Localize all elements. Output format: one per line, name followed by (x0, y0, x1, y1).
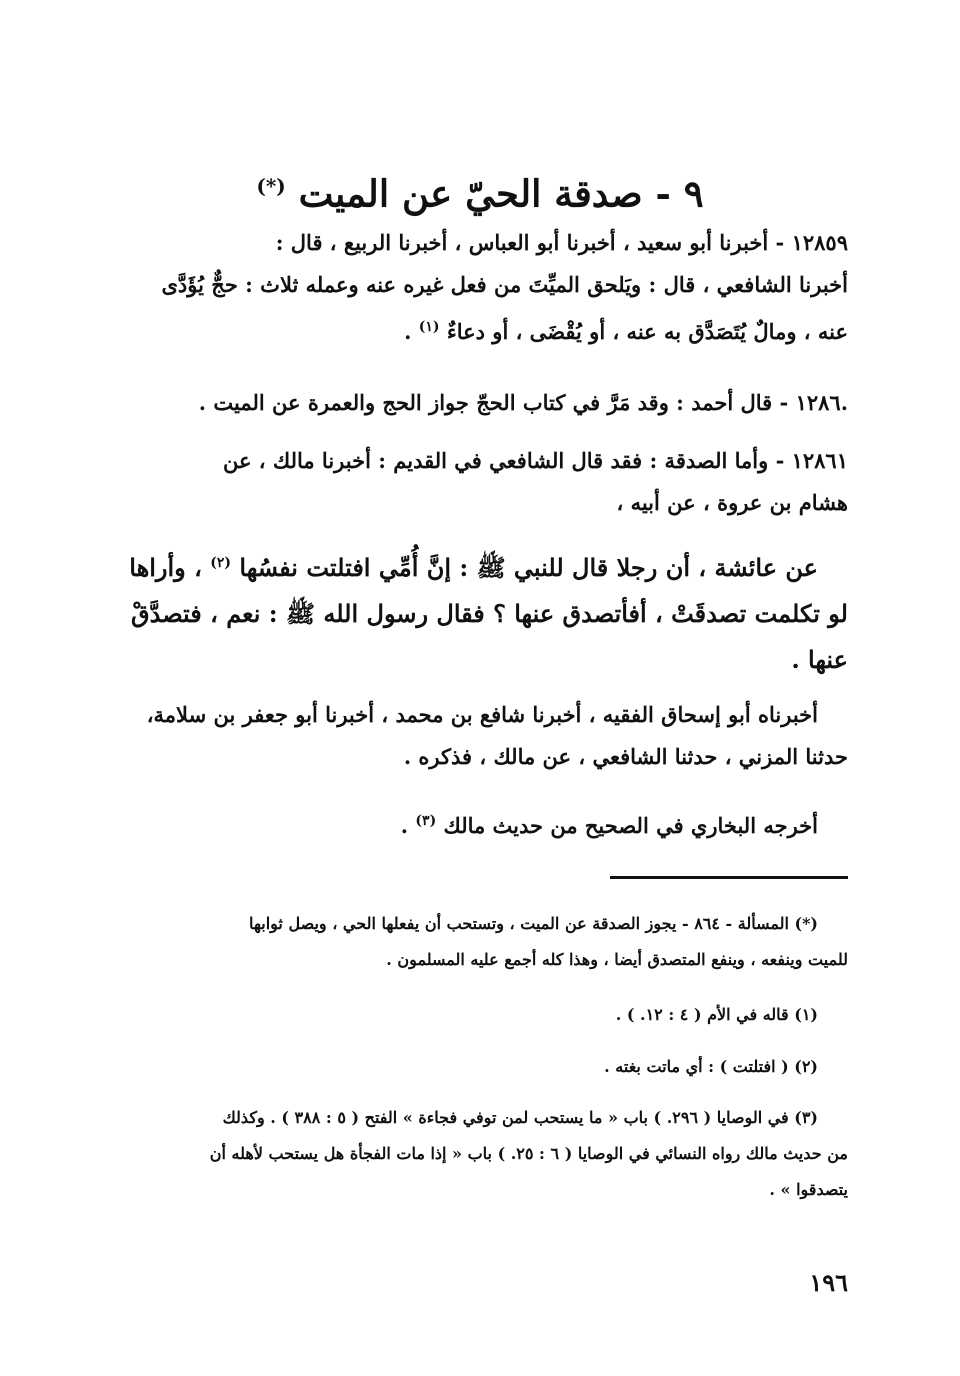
footnote-line: (*) المسألة - ٨٦٤ - يجوز الصدقة عن الميت ، وتستحب أن يفعلها الحي ، ويصل ثوابها (249, 914, 818, 933)
hadith-text-part: عن عائشة ، أن رجلا قال للنبي ﷺ : إنَّ أُمِّي افتلتت نفسُها (239, 553, 818, 582)
paragraph-line: لو تكلمت تصدقَتْ ، أفأتصدق عنها ؟ فقال رسول الله ﷺ : نعم ، فتصدَّقْ (131, 599, 848, 628)
hadith-text (108, 540, 848, 683)
paragraph-line: .١٢٨٦ - قال أحمد : وقد مَرَّ في كتاب الحجّ جواز الحج والعمرة عن الميت . (198, 390, 848, 415)
footnote-line: (٢) ( افتلتت ) : أي ماتت بغته . (604, 1057, 818, 1076)
footnote-ref-2: (٢) (210, 555, 232, 571)
paragraph-line: عنها . (791, 645, 848, 674)
paragraph-line: ١٢٨٦١ - وأما الصدقة : فقد قال الشافعي في القديم : أخبرنا مالك ، عن (222, 448, 848, 473)
chapter-title-text: ٩ - صدقة الحيّ عن الميت (298, 171, 704, 216)
takhrij-text: أخرجه البخاري في الصحيح من حديث مالك (443, 813, 818, 838)
paragraph-line (108, 540, 848, 591)
takhrij-line (108, 800, 848, 847)
footnote-2 (108, 1049, 848, 1085)
paragraph-line (108, 800, 848, 847)
paragraph-end: . (404, 319, 419, 344)
paragraph-line: أخبرنا الشافعي ، قال : ويَلحق الميِّتَ من فعل غيره عنه وعمله ثلاث : حجٌّ يُؤَدَّى (161, 272, 848, 297)
footnote-divider (610, 876, 848, 879)
footnote-line: (١) قاله في الأم ( ٤ : ١٢. ) . (615, 1005, 818, 1024)
footnote-1 (108, 997, 848, 1033)
footnote-ref-3: (٣) (415, 813, 437, 829)
hadith-text-part: ، وأراها (129, 553, 211, 582)
paragraph-12860 (108, 382, 848, 424)
chain-of-narration (108, 694, 848, 778)
paragraph-line: هشام بن عروة ، عن أبيه ، (616, 490, 848, 515)
footnote-line: يتصدقوا » . (769, 1180, 848, 1199)
footnote-ref-1: (١) (418, 319, 440, 335)
footnote-line: (٣) في الوصايا ( ٢٩٦. ) باب « ما يستحب لمن توفي فجاءة » الفتح ( ٥ : ٣٨٨ ) . وكذلك (222, 1108, 818, 1127)
paragraph-line: أخبرناه أبو إسحاق الفقيه ، أخبرنا شافع بن محمد ، أخبرنا أبو جعفر بن سلامة، (146, 702, 818, 727)
paragraph-12861 (108, 440, 848, 524)
paragraph-line: ١٢٨٥٩ - أخبرنا أبو سعيد ، أخبرنا أبو العباس ، أخبرنا الربيع ، قال : (275, 230, 848, 255)
footnote-star (108, 906, 848, 978)
paragraph-12859 (108, 222, 848, 353)
paragraph-text: عنه ، ومالٌ يُتَصَدَّق به عنه ، أو يُقْضَى ، أو دعاءٌ (446, 319, 848, 344)
page-number: ١٩٦ (809, 1268, 848, 1297)
footnote-line: من حديث مالك رواه النسائي في الوصايا ( ٦ : ٢٥. ) باب « إذا مات الفجأة هل يستحب لأهله أن (209, 1144, 848, 1163)
chapter-title (150, 158, 810, 221)
footnote-star-marker: (*) (256, 174, 286, 198)
footnote-3 (108, 1100, 848, 1208)
takhrij-end: . (400, 813, 416, 838)
paragraph-line: حدثنا المزني ، حدثنا الشافعي ، عن مالك ، فذكره . (403, 744, 848, 769)
paragraph-line (108, 306, 848, 353)
footnote-line: للميت وينفعه ، وينفع المتصدق أيضا ، وهذا كله أجمع عليه المسلمون . (386, 950, 848, 969)
